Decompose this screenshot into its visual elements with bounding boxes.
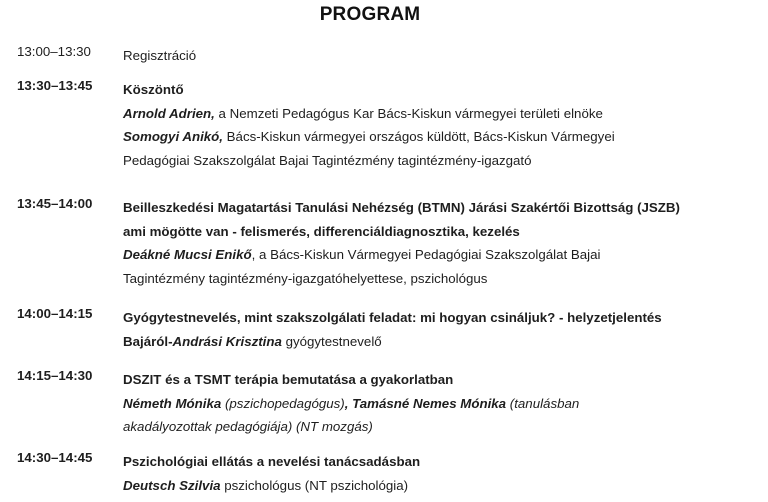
entry-line: Pedagógiai Szakszolgálat Bajai Tagintézmény tagintézmény-igazgató bbox=[123, 152, 532, 168]
entry-body bbox=[123, 78, 753, 172]
entry-time: 13:30–13:45 bbox=[17, 78, 93, 93]
entry-line bbox=[123, 243, 753, 267]
entry-title: Köszöntő bbox=[123, 82, 184, 97]
speaker-role: gyógytestnevelő bbox=[281, 333, 382, 349]
entry-body bbox=[123, 306, 753, 353]
speaker-name: , Tamásné Nemes Mónika bbox=[344, 395, 507, 411]
entry-body bbox=[123, 196, 753, 290]
speaker-role: , a Bács-Kiskun Vármegyei Pedagógiai Szakszolgálat Bajai bbox=[251, 247, 601, 262]
speaker-role: (pszichopedagógus) bbox=[221, 395, 345, 411]
speaker-name: Deákné Mucsi Enikő bbox=[123, 247, 252, 262]
entry-title: Beilleszkedési Magatartási Tanulási Nehézség (BTMN) Járási Szakértői Bizottság (JSZB) bbox=[123, 200, 680, 215]
entry-time: 13:45–14:00 bbox=[17, 196, 93, 211]
entry-time: 14:15–14:30 bbox=[17, 368, 93, 383]
entry-body bbox=[123, 450, 753, 497]
speaker-role: pszichológus (NT pszichológia) bbox=[220, 477, 409, 493]
speaker-role: a Nemzeti Pedagógus Kar Bács-Kiskun vármegyei területi elnöke bbox=[214, 105, 603, 121]
entry-line[interactable] bbox=[123, 44, 753, 68]
entry-body bbox=[123, 368, 753, 439]
entry-line bbox=[123, 392, 753, 416]
speaker-name: Andrási Krisztina bbox=[172, 333, 282, 349]
entry-title: Pszichológiai ellátás a nevelési tanácsadásban bbox=[123, 454, 421, 469]
entry-line bbox=[123, 102, 753, 126]
entry-text: Regisztráció bbox=[123, 48, 197, 63]
entry-line bbox=[123, 330, 753, 354]
entry-time: 13:00–13:30 bbox=[17, 44, 91, 59]
page-title: PROGRAM bbox=[319, 4, 421, 25]
entry-title: ami mögötte van - felismerés, differenciáldiagnosztika, kezelés bbox=[123, 223, 520, 239]
speaker-role: (tanulásban bbox=[506, 395, 580, 411]
speaker-role: Bács-Kiskun vármegyei országos küldött, Bács-Kiskun Vármegyei bbox=[222, 129, 615, 144]
entry-line bbox=[123, 474, 753, 498]
entry-time: 14:00–14:15 bbox=[17, 306, 93, 321]
speaker-name: Németh Mónika bbox=[123, 395, 222, 411]
entry-time: 14:30–14:45 bbox=[17, 450, 93, 465]
entry-title-continued: Bajáról- bbox=[123, 333, 173, 349]
entry-body bbox=[123, 44, 753, 68]
speaker-name: Arnold Adrien, bbox=[123, 105, 215, 121]
entry-line: Tagintézmény tagintézmény-igazgatóhelyettese, pszichológus bbox=[123, 270, 488, 286]
entry-title: Gyógytestnevelés, mint szakszolgálati feladat: mi hogyan csináljuk? - helyzetjelentés bbox=[123, 310, 662, 325]
entry-title: DSZIT és a TSMT terápia bemutatása a gyakorlatban bbox=[123, 372, 454, 387]
entry-line bbox=[123, 125, 753, 149]
speaker-name: Deutsch Szilvia bbox=[123, 477, 221, 493]
speaker-name: Somogyi Anikó, bbox=[123, 129, 223, 144]
entry-line: akadályozottak pedagógiája) (NT mozgás) bbox=[123, 419, 373, 434]
